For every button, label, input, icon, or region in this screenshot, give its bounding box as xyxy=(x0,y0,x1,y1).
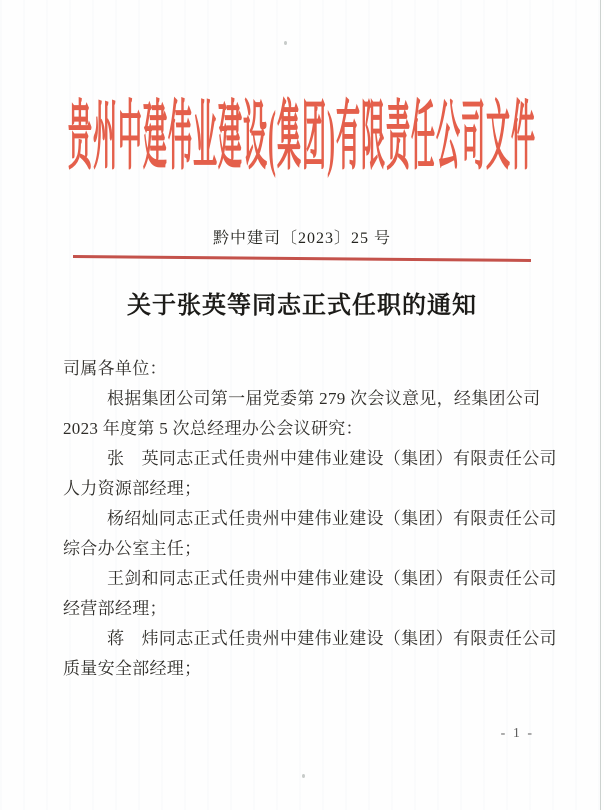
scan-speck xyxy=(284,41,287,45)
scan-edge-line xyxy=(600,0,601,810)
page-number: - 1 - xyxy=(500,726,534,741)
red-divider-rule xyxy=(73,255,531,262)
body-line: 司属各单位： xyxy=(63,359,167,378)
body-line: 综合办公室主任； xyxy=(63,539,202,558)
company-letterhead-title: 贵州中建伟业建设(集团)有限责任公司文件 xyxy=(68,99,536,181)
document-body xyxy=(0,354,604,684)
body-line: 2023 年度第 5 次总经理办公会议研究： xyxy=(63,419,363,438)
body-line: 蒋 炜同志正式任贵州中建伟业建设（集团）有限责任公司 xyxy=(107,629,557,648)
red-letterhead xyxy=(0,98,604,182)
body-line: 张 英同志正式任贵州中建伟业建设（集团）有限责任公司 xyxy=(107,449,557,468)
body-line: 质量安全部经理； xyxy=(63,659,202,678)
scan-speck xyxy=(302,774,305,778)
body-line: 根据集团公司第一届党委第 279 次会议意见，经集团公司 xyxy=(107,389,541,408)
document-title: 关于张英等同志正式任职的通知 xyxy=(127,293,477,319)
body-line: 经营部经理； xyxy=(63,599,167,618)
document-number: 黔中建司〔2023〕25 号 xyxy=(212,230,391,247)
body-line: 人力资源部经理； xyxy=(63,479,202,498)
body-line: 杨绍灿同志正式任贵州中建伟业建设（集团）有限责任公司 xyxy=(107,509,557,528)
body-line: 王剑和同志正式任贵州中建伟业建设（集团）有限责任公司 xyxy=(107,569,557,588)
